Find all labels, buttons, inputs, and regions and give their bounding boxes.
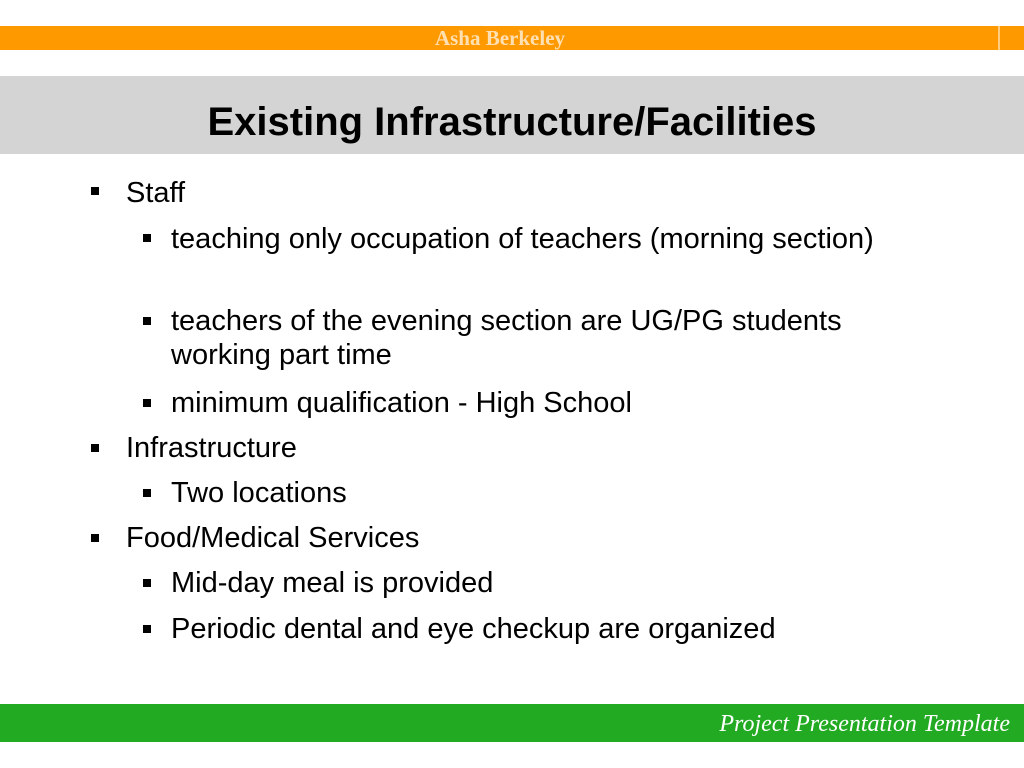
sub-bullet-item: Periodic dental and eye checkup are organized [171,613,776,645]
square-bullet-icon [91,444,99,452]
square-bullet-icon [143,399,151,407]
title-band [0,76,1024,154]
sub-bullet-item: Two locations [171,477,347,509]
square-bullet-icon [143,625,151,633]
header-bar-divider [998,26,1000,50]
bullet-item-food-medical: Food/Medical Services [126,522,420,554]
sub-bullet-item: Mid-day meal is provided [171,567,494,599]
square-bullet-icon [143,317,151,325]
footer-template-label: Project Presentation Template [719,711,1010,737]
header-bar [0,26,1024,50]
bullet-item-staff: Staff [126,177,186,209]
sub-bullet-item: teachers of the evening section are UG/PG students working part time [171,305,842,371]
square-bullet-icon [91,187,99,195]
footer-bar [0,704,1024,742]
square-bullet-icon [143,234,151,242]
square-bullet-icon [143,579,151,587]
bullet-item-infrastructure: Infrastructure [126,432,297,464]
header-author: Asha Berkeley [434,26,566,50]
slide-title: Existing Infrastructure/Facilities [207,100,817,144]
sub-bullet-item: minimum qualification - High School [171,387,632,419]
sub-bullet-item: teaching only occupation of teachers (morning section) [171,223,874,255]
square-bullet-icon [91,534,99,542]
square-bullet-icon [143,489,151,497]
